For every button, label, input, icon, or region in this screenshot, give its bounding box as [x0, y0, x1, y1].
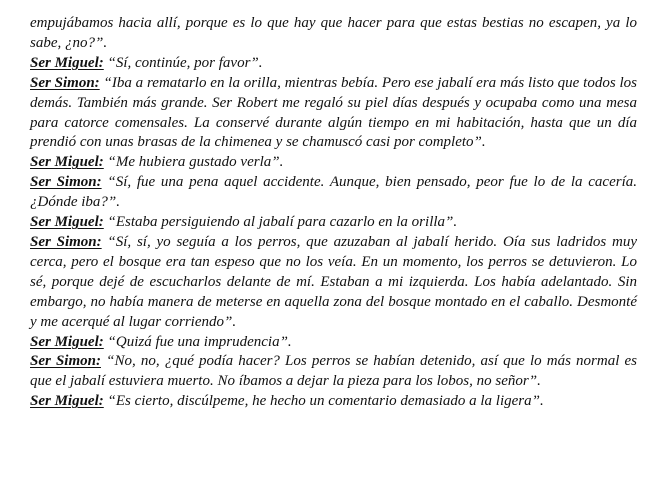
dialogue-paragraph [30, 233, 637, 333]
speaker-label: Ser Miguel: [30, 393, 104, 410]
speaker-label: Ser Miguel: [30, 54, 104, 71]
speaker-label: Ser Miguel: [30, 214, 104, 231]
dialogue-paragraph [30, 54, 637, 74]
dialogue-text: “Es cierto, discúlpeme, he hecho un comentario demasiado a la ligera”. [103, 393, 544, 410]
speaker-label: Ser Simon: [30, 174, 102, 191]
dialogue-text: “Sí, continúe, por favor”. [103, 54, 263, 71]
dialogue-text: empujábamos hacia allí, porque es lo que hay que hacer para que estas bestias no escapen, ya lo sabe, ¿no?”. [30, 15, 637, 51]
dialogue-text: “Iba a rematarlo en la orilla, mientras bebía. Pero ese jabalí era más listo que todos los demás. También más grande. Ser Robert me regaló su piel días después y ocupaba como una mesa para catorce comensales. La conservé durante algún tiempo en mi habitación, hasta que un día prendió con unas brasas de la chimenea y se chamuscó casi por completo”. [30, 74, 637, 151]
paragraph-continuation [30, 14, 637, 54]
speaker-label: Ser Simon: [30, 74, 100, 91]
dialogue-paragraph [30, 333, 637, 353]
speaker-label: Ser Simon: [30, 353, 101, 370]
dialogue-text: “Sí, sí, yo seguía a los perros, que azuzaban al jabalí herido. Oía sus ladridos muy cerca, pero el bosque era tan espeso que no los veía. En un momento, los perros se detuvieron. Lo sé, porque dejé de escucharlos delante de mí. Estaban a mi izquierda. Los había adelantado. Sin embargo, no había manera de meterse en aquella zona del bosque montado en el caballo. Desmonté y me acerqué al lugar corriendo”. [30, 233, 637, 330]
document-page [30, 14, 637, 412]
dialogue-paragraph [30, 153, 637, 173]
dialogue-paragraph [30, 352, 637, 392]
dialogue-text: “Me hubiera gustado verla”. [103, 154, 284, 171]
dialogue-text: “No, no, ¿qué podía hacer? Los perros se habían detenido, así que lo más normal es que el jabalí estuviera muerto. No íbamos a dejar la pieza para los lobos, no señor”. [30, 353, 637, 390]
dialogue-paragraph [30, 213, 637, 233]
dialogue-text: “Quizá fue una imprudencia”. [103, 333, 292, 350]
speaker-label: Ser Miguel: [30, 154, 104, 171]
dialogue-paragraph [30, 74, 637, 154]
speaker-label: Ser Miguel: [30, 333, 104, 350]
dialogue-text: “Sí, fue una pena aquel accidente. Aunque, bien pensado, peor fue lo de la cacería. ¿Dónde iba?”. [30, 174, 637, 211]
dialogue-paragraph [30, 392, 637, 412]
dialogue-paragraph [30, 173, 637, 213]
speaker-label: Ser Simon: [30, 233, 102, 250]
dialogue-text: “Estaba persiguiendo al jabalí para cazarlo en la orilla”. [103, 214, 458, 231]
